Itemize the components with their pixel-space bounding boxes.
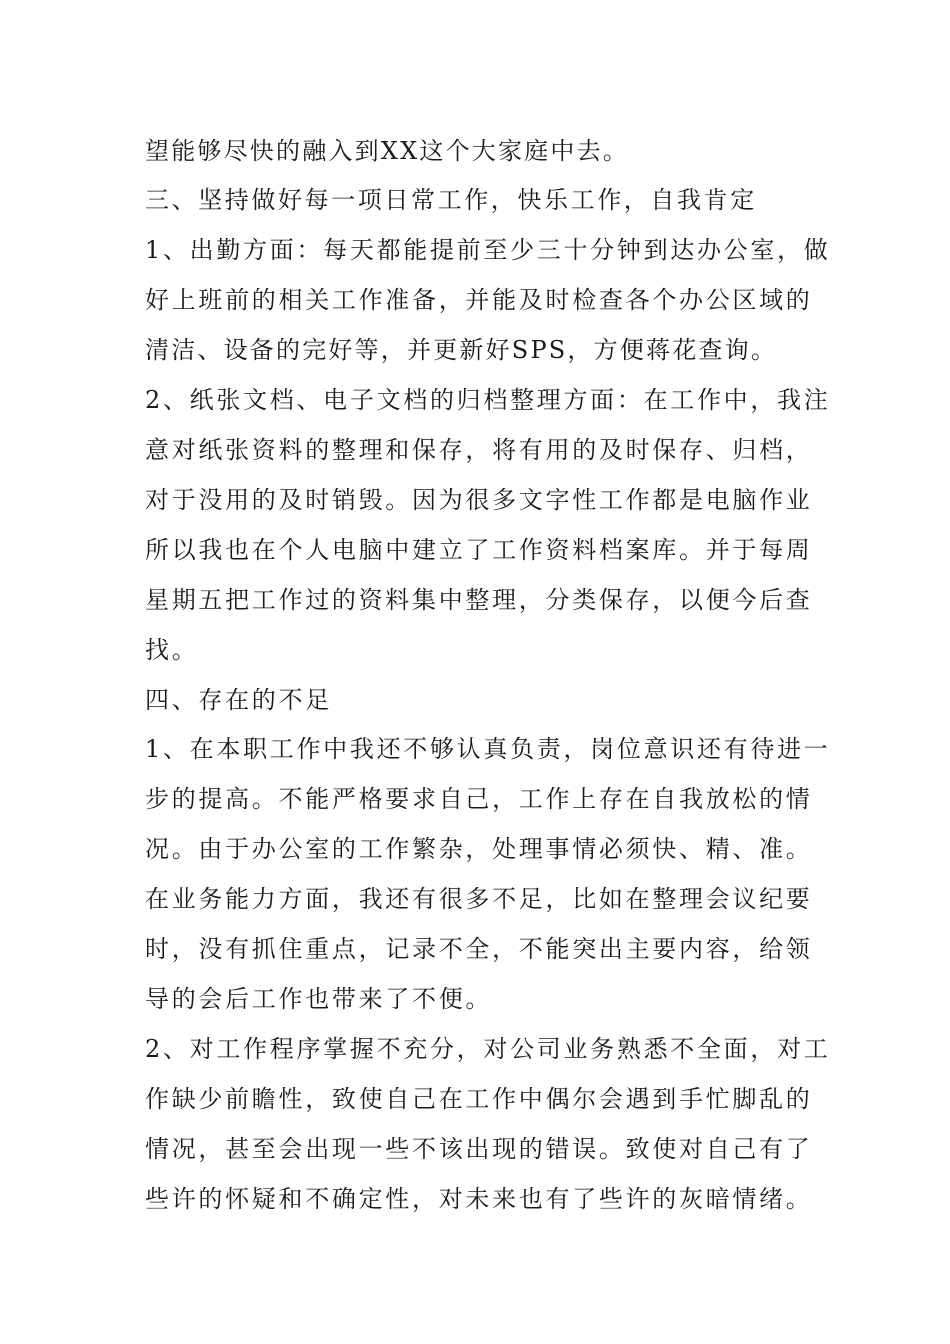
text-line: 清洁、设备的完好等，并更新好SPS，方便蒋花查询。 — [145, 336, 778, 364]
text-line: 时，没有抓住重点，记录不全，不能突出主要内容，给领 — [145, 935, 813, 963]
text-line: 步的提高。不能严格要求自己，工作上存在自我放松的情 — [145, 785, 813, 813]
text-line: 1、出勤方面：每天都能提前至少三十分钟到达办公室，做 — [145, 236, 831, 264]
text-line: 些许的怀疑和不确定性，对未来也有了些许的灰暗情绪。 — [145, 1185, 813, 1213]
text-line: 意对纸张资料的整理和保存，将有用的及时保存、归档， — [145, 436, 813, 464]
text-line: 找。 — [145, 636, 199, 664]
section-heading: 三、坚持做好每一项日常工作，快乐工作，自我肯定 — [145, 186, 757, 214]
section-heading: 四、存在的不足 — [145, 686, 332, 714]
text-line: 星期五把工作过的资料集中整理，分类保存，以便今后查 — [145, 586, 813, 614]
text-line: 对于没用的及时销毁。因为很多文字性工作都是电脑作业 — [145, 486, 813, 514]
text-line: 1、在本职工作中我还不够认真负责，岗位意识还有待进一 — [145, 735, 831, 763]
text-line: 2、纸张文档、电子文档的归档整理方面：在工作中，我注 — [145, 386, 831, 414]
text-line: 所以我也在个人电脑中建立了工作资料档案库。并于每周 — [145, 536, 813, 564]
text-line: 望能够尽快的融入到XX这个大家庭中去。 — [145, 137, 629, 165]
text-line: 情况，甚至会出现一些不该出现的错误。致使对自己有了 — [145, 1135, 813, 1163]
text-line: 导的会后工作也带来了不便。 — [145, 985, 493, 1013]
text-line: 好上班前的相关工作准备，并能及时检查各个办公区域的 — [145, 286, 813, 314]
text-line: 2、对工作程序掌握不充分，对公司业务熟悉不全面，对工 — [145, 1035, 831, 1063]
text-line: 况。由于办公室的工作繁杂，处理事情必须快、精、准。 — [145, 835, 813, 863]
text-line: 作缺少前瞻性，致使自己在工作中偶尔会遇到手忙脚乱的 — [145, 1085, 813, 1113]
text-line: 在业务能力方面，我还有很多不足，比如在整理会议纪要 — [145, 885, 813, 913]
